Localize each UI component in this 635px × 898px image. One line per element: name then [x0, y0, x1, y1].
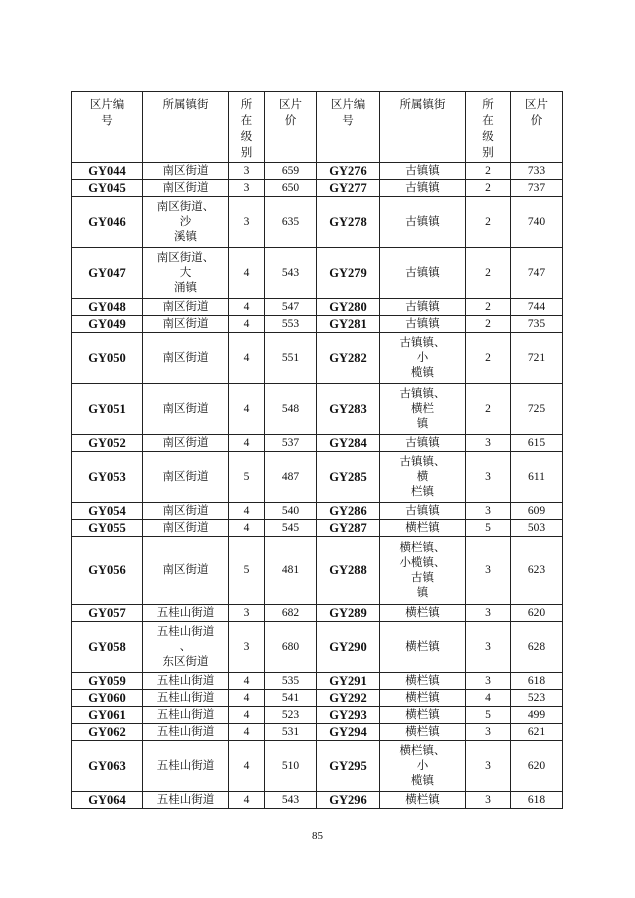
header-district: 所属镇街: [143, 92, 229, 163]
zone-price-cell: 548: [265, 384, 317, 435]
zone-code-cell: GY285: [317, 452, 380, 503]
district-cell: 古镇镇、 小 榄镇: [380, 333, 466, 384]
zone-price-cell: 609: [511, 503, 563, 520]
zone-code-cell: GY060: [72, 690, 143, 707]
level-cell: 4: [466, 690, 511, 707]
district-cell: 横栏镇: [380, 690, 466, 707]
zone-price-cell: 481: [265, 537, 317, 605]
district-cell: 南区街道: [143, 520, 229, 537]
zone-code-cell: GY276: [317, 163, 380, 180]
district-cell: 古镇镇、 横 栏镇: [380, 452, 466, 503]
zone-code-cell: GY053: [72, 452, 143, 503]
district-cell: 南区街道: [143, 316, 229, 333]
district-cell: 五桂山街道: [143, 690, 229, 707]
zone-code-cell: GY052: [72, 435, 143, 452]
district-cell: 南区街道: [143, 299, 229, 316]
district-cell: 五桂山街道: [143, 741, 229, 792]
table-row: [72, 673, 563, 690]
level-cell: 4: [229, 792, 265, 809]
zone-price-cell: 623: [511, 537, 563, 605]
level-cell: 4: [229, 503, 265, 520]
zone-code-cell: GY064: [72, 792, 143, 809]
level-cell: 3: [229, 197, 265, 248]
district-cell: 横栏镇: [380, 673, 466, 690]
zone-price-cell: 510: [265, 741, 317, 792]
district-cell: 古镇镇、 横栏 镇: [380, 384, 466, 435]
zone-price-cell: 737: [511, 180, 563, 197]
zone-code-cell: GY286: [317, 503, 380, 520]
header-zone-code: 区片编 号: [72, 92, 143, 163]
zone-code-cell: GY054: [72, 503, 143, 520]
zone-price-cell: 487: [265, 452, 317, 503]
zone-price-cell: 541: [265, 690, 317, 707]
zone-code-cell: GY296: [317, 792, 380, 809]
zone-price-cell: 618: [511, 792, 563, 809]
table-row: [72, 520, 563, 537]
zone-code-cell: GY049: [72, 316, 143, 333]
table-row: [72, 792, 563, 809]
district-cell: 南区街道: [143, 452, 229, 503]
district-cell: 古镇镇: [380, 299, 466, 316]
zone-code-cell: GY057: [72, 605, 143, 622]
zone-code-cell: GY292: [317, 690, 380, 707]
zone-code-cell: GY044: [72, 163, 143, 180]
zone-code-cell: GY050: [72, 333, 143, 384]
zone-price-cell: 621: [511, 724, 563, 741]
level-cell: 4: [229, 299, 265, 316]
zone-price-cell: 744: [511, 299, 563, 316]
level-cell: 4: [229, 333, 265, 384]
district-cell: 横栏镇、 小榄镇、 古镇 镇: [380, 537, 466, 605]
zone-code-cell: GY045: [72, 180, 143, 197]
level-cell: 2: [466, 248, 511, 299]
zone-price-cell: 547: [265, 299, 317, 316]
zone-price-cell: 523: [265, 707, 317, 724]
level-cell: 3: [229, 622, 265, 673]
level-cell: 3: [466, 673, 511, 690]
table-row: [72, 537, 563, 605]
zone-price-cell: 543: [265, 248, 317, 299]
table-row: [72, 452, 563, 503]
zone-code-cell: GY062: [72, 724, 143, 741]
district-cell: 古镇镇: [380, 248, 466, 299]
level-cell: 3: [466, 622, 511, 673]
zone-price-cell: 545: [265, 520, 317, 537]
level-cell: 3: [466, 452, 511, 503]
district-cell: 古镇镇: [380, 435, 466, 452]
district-cell: 横栏镇、 小 榄镇: [380, 741, 466, 792]
zone-price-cell: 682: [265, 605, 317, 622]
zone-price-cell: 553: [265, 316, 317, 333]
header-level: 所 在 级 别: [229, 92, 265, 163]
zone-code-cell: GY055: [72, 520, 143, 537]
zone-price-cell: 615: [511, 435, 563, 452]
header-row: [72, 92, 563, 163]
zone-code-cell: GY058: [72, 622, 143, 673]
level-cell: 4: [229, 741, 265, 792]
level-cell: 3: [466, 724, 511, 741]
zone-code-cell: GY063: [72, 741, 143, 792]
zone-price-cell: 680: [265, 622, 317, 673]
district-cell: 古镇镇: [380, 197, 466, 248]
header-zone-price: 区片 价: [265, 92, 317, 163]
zone-code-cell: GY293: [317, 707, 380, 724]
zone-code-cell: GY281: [317, 316, 380, 333]
zone-price-cell: 537: [265, 435, 317, 452]
level-cell: 2: [466, 384, 511, 435]
level-cell: 3: [229, 605, 265, 622]
table-row: [72, 435, 563, 452]
zone-price-cell: 618: [511, 673, 563, 690]
zone-price-cell: 499: [511, 707, 563, 724]
level-cell: 3: [229, 163, 265, 180]
district-cell: 南区街道: [143, 180, 229, 197]
header-zone-code-2: 区片编 号: [317, 92, 380, 163]
level-cell: 4: [229, 673, 265, 690]
zone-price-cell: 628: [511, 622, 563, 673]
level-cell: 4: [229, 316, 265, 333]
level-cell: 2: [466, 197, 511, 248]
zone-price-cell: 540: [265, 503, 317, 520]
table-row: [72, 163, 563, 180]
zone-price-cell: 733: [511, 163, 563, 180]
zone-code-cell: GY280: [317, 299, 380, 316]
level-cell: 4: [229, 707, 265, 724]
zone-price-cell: 620: [511, 741, 563, 792]
zone-code-cell: GY059: [72, 673, 143, 690]
table-row: [72, 605, 563, 622]
level-cell: 3: [466, 435, 511, 452]
zone-price-cell: 740: [511, 197, 563, 248]
level-cell: 2: [466, 180, 511, 197]
zone-code-cell: GY046: [72, 197, 143, 248]
district-cell: 南区街道: [143, 333, 229, 384]
level-cell: 4: [229, 435, 265, 452]
zone-price-cell: 747: [511, 248, 563, 299]
table-row: [72, 299, 563, 316]
level-cell: 4: [229, 384, 265, 435]
table-row: [72, 333, 563, 384]
header-district-2: 所属镇街: [380, 92, 466, 163]
zone-code-cell: GY283: [317, 384, 380, 435]
zone-code-cell: GY284: [317, 435, 380, 452]
zone-code-cell: GY288: [317, 537, 380, 605]
land-price-table: [71, 91, 563, 809]
zone-price-cell: 725: [511, 384, 563, 435]
level-cell: 3: [229, 180, 265, 197]
zone-code-cell: GY056: [72, 537, 143, 605]
table-row: [72, 180, 563, 197]
table-row: [72, 622, 563, 673]
level-cell: 4: [229, 724, 265, 741]
level-cell: 5: [229, 452, 265, 503]
zone-price-cell: 721: [511, 333, 563, 384]
district-cell: 南区街道、 沙 溪镇: [143, 197, 229, 248]
zone-code-cell: GY295: [317, 741, 380, 792]
header-zone-price-2: 区片 价: [511, 92, 563, 163]
district-cell: 五桂山街道: [143, 724, 229, 741]
level-cell: 2: [466, 163, 511, 180]
zone-code-cell: GY277: [317, 180, 380, 197]
zone-price-cell: 650: [265, 180, 317, 197]
level-cell: 5: [229, 537, 265, 605]
zone-price-cell: 735: [511, 316, 563, 333]
zone-code-cell: GY047: [72, 248, 143, 299]
district-cell: 五桂山街道: [143, 605, 229, 622]
table-row: [72, 503, 563, 520]
district-cell: 横栏镇: [380, 622, 466, 673]
zone-price-cell: 523: [511, 690, 563, 707]
district-cell: 古镇镇: [380, 316, 466, 333]
table-row: [72, 741, 563, 792]
zone-price-cell: 543: [265, 792, 317, 809]
district-cell: 五桂山街道 、 东区街道: [143, 622, 229, 673]
zone-price-cell: 551: [265, 333, 317, 384]
level-cell: 4: [229, 690, 265, 707]
district-cell: 南区街道、 大 涌镇: [143, 248, 229, 299]
district-cell: 五桂山街道: [143, 792, 229, 809]
level-cell: 5: [466, 520, 511, 537]
zone-price-cell: 503: [511, 520, 563, 537]
zone-code-cell: GY048: [72, 299, 143, 316]
district-cell: 南区街道: [143, 163, 229, 180]
zone-code-cell: GY278: [317, 197, 380, 248]
level-cell: 3: [466, 605, 511, 622]
table-row: [72, 707, 563, 724]
zone-price-cell: 531: [265, 724, 317, 741]
table-row: [72, 197, 563, 248]
zone-code-cell: GY051: [72, 384, 143, 435]
zone-price-cell: 620: [511, 605, 563, 622]
zone-code-cell: GY287: [317, 520, 380, 537]
zone-code-cell: GY289: [317, 605, 380, 622]
level-cell: 3: [466, 503, 511, 520]
page-number: 85: [312, 830, 323, 842]
district-cell: 南区街道: [143, 384, 229, 435]
table-row: [72, 316, 563, 333]
level-cell: 4: [229, 248, 265, 299]
zone-price-cell: 659: [265, 163, 317, 180]
zone-price-cell: 611: [511, 452, 563, 503]
zone-code-cell: GY290: [317, 622, 380, 673]
district-cell: 横栏镇: [380, 724, 466, 741]
district-cell: 古镇镇: [380, 163, 466, 180]
district-cell: 南区街道: [143, 537, 229, 605]
district-cell: 南区街道: [143, 435, 229, 452]
district-cell: 古镇镇: [380, 503, 466, 520]
zone-price-cell: 535: [265, 673, 317, 690]
zone-code-cell: GY291: [317, 673, 380, 690]
level-cell: 3: [466, 792, 511, 809]
level-cell: 5: [466, 707, 511, 724]
level-cell: 2: [466, 299, 511, 316]
zone-code-cell: GY294: [317, 724, 380, 741]
district-cell: 横栏镇: [380, 605, 466, 622]
table-row: [72, 248, 563, 299]
level-cell: 3: [466, 537, 511, 605]
level-cell: 2: [466, 333, 511, 384]
header-level-2: 所 在 级 别: [466, 92, 511, 163]
district-cell: 五桂山街道: [143, 673, 229, 690]
zone-code-cell: GY282: [317, 333, 380, 384]
zone-code-cell: GY061: [72, 707, 143, 724]
level-cell: 4: [229, 520, 265, 537]
table-row: [72, 690, 563, 707]
district-cell: 横栏镇: [380, 707, 466, 724]
district-cell: 横栏镇: [380, 520, 466, 537]
district-cell: 古镇镇: [380, 180, 466, 197]
table-row: [72, 384, 563, 435]
level-cell: 2: [466, 316, 511, 333]
zone-price-cell: 635: [265, 197, 317, 248]
district-cell: 五桂山街道: [143, 707, 229, 724]
zone-code-cell: GY279: [317, 248, 380, 299]
district-cell: 南区街道: [143, 503, 229, 520]
district-cell: 横栏镇: [380, 792, 466, 809]
table-row: [72, 724, 563, 741]
level-cell: 3: [466, 741, 511, 792]
